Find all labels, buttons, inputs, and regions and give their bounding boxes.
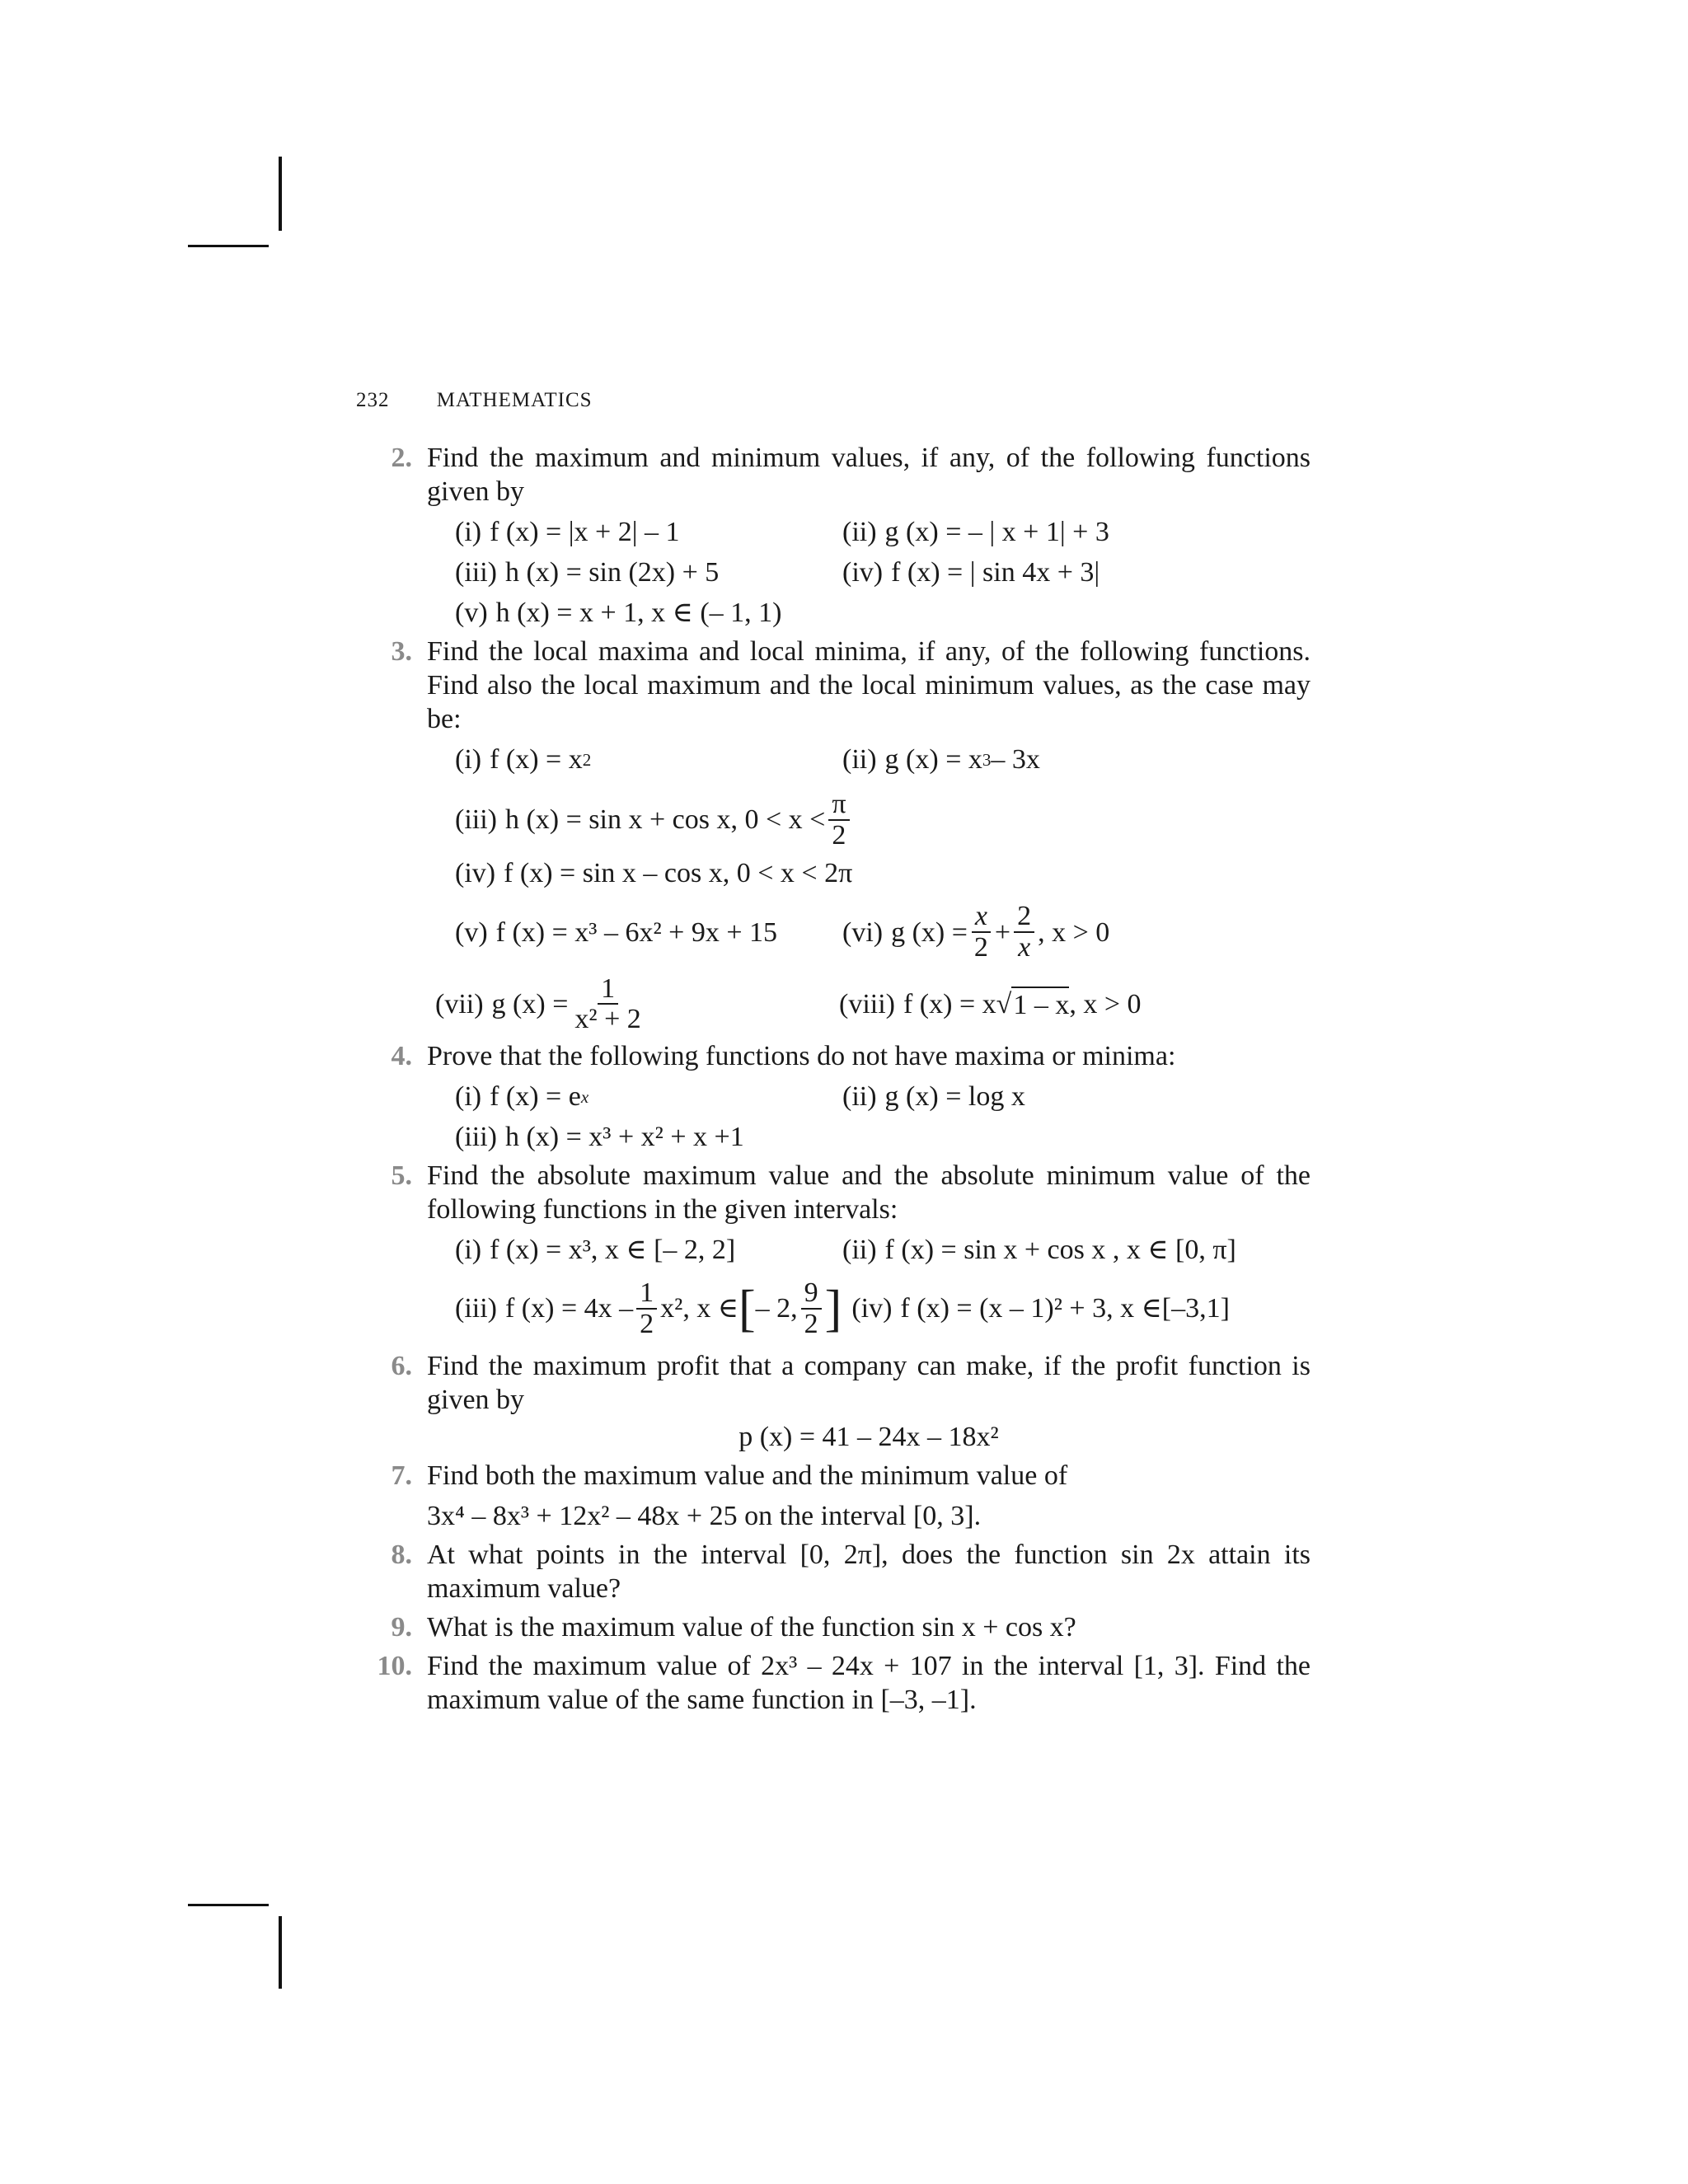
radicand: 1 – x [1011, 987, 1069, 1022]
subpart-ii: (ii) f (x) = sin x + cos x , x ∈ [0, π] [842, 1235, 1236, 1266]
subpart-vii: (vii) g (x) = $\frac{1}{\text{x² + 2}}$ [435, 974, 823, 1034]
subpart-row [455, 743, 1311, 776]
subpart-i: (i) f (x) = x³, x ∈ [– 2, 2] [455, 1235, 736, 1266]
question-stem: Find the maximum profit that a company can make, if the profit function is given by [427, 1350, 1311, 1415]
polynomial-formula: 3x⁴ – 8x³ + 12x² – 48x + 25 on the interval [0, 3]. [427, 1500, 982, 1531]
fraction: $\frac{1}{2}$ [636, 1278, 657, 1338]
subpart-vi: (vi) g (x) = $\frac{x}{2}$ + $\frac{2}{x}$ , x > 0 [842, 901, 1110, 963]
question-3 [363, 635, 1311, 1034]
running-header [356, 389, 593, 412]
subpart-i: (i) f (x) = e x [455, 1081, 589, 1113]
subpart-row [455, 1233, 1311, 1267]
question-8 [363, 1538, 1311, 1605]
question-10 [363, 1649, 1311, 1717]
expression: h (x) = x + 1, x ∈ (– 1, 1) [495, 598, 782, 628]
question-2 [363, 441, 1311, 630]
subpart-iv: (iv) f (x) = (x – 1)² + 3, x ∈[–3,1] [851, 1293, 1230, 1324]
expression: f (x) = sin x – cos x, 0 < x < 2π [504, 858, 853, 889]
question-stem: Find the local maxima and local minima, if any, of the following functions. Find also the local maximum and the local minimum values, as the case may be: [427, 636, 1311, 734]
expression: f (x) = | sin 4x + 3| [891, 557, 1100, 588]
question-stem: At what points in the interval [0, 2π], does the function sin 2x attain its maximum value? [427, 1539, 1311, 1604]
fraction: $\frac{9}{2}$ [801, 1278, 822, 1338]
left-bracket: [ [738, 1280, 756, 1337]
question-stem: What is the maximum value of the function sin x + cos x? [427, 1611, 1076, 1643]
subpart-row [455, 856, 1311, 890]
subpart-iv: (iv) f (x) = sin x – cos x, 0 < x < 2π [455, 858, 853, 889]
fraction: $\frac{1}{\text{x² + 2}}$ [574, 972, 641, 1035]
subpart-iii: (iii) f (x) = 4x – $\frac{1}{2}$ x², x ∈ [ – 2, $\frac{9}{2}$ ] [455, 1277, 842, 1339]
question-number: 7. [391, 1460, 412, 1491]
crop-mark-bottom-vertical [279, 1916, 282, 1989]
subpart-row [455, 790, 1311, 850]
question-number: 5. [391, 1160, 412, 1192]
expression: f (x) = x³ – 6x² + 9x + 15 [495, 916, 778, 948]
expression: g (x) = log x [884, 1081, 1025, 1113]
subpart-v: (v) h (x) = x + 1, x ∈ (– 1, 1) [455, 598, 782, 628]
question-stem: Find the maximum and minimum values, if any, of the following functions given by [427, 443, 1311, 507]
subpart-v: (v) f (x) = x³ – 6x² + 9x + 15 [455, 916, 778, 948]
expression: g (x) = – | x + 1| + 3 [884, 517, 1109, 547]
subpart-ii: (ii) g (x) = – | x + 1| + 3 [842, 517, 1109, 547]
subpart-viii: (viii) f (x) = x √ 1 – x , x > 0 [839, 987, 1142, 1022]
question-4 [363, 1039, 1311, 1154]
question-number: 8. [391, 1539, 412, 1570]
subpart-i: (i) f (x) = x 2 [455, 744, 592, 775]
subpart-ii: (ii) g (x) = x 3 – 3x [842, 744, 1040, 775]
expression: h (x) = sin (2x) + 5 [504, 557, 720, 588]
subpart-row [455, 902, 1311, 962]
running-title: MATHEMATICS [436, 389, 593, 411]
subpart-row [455, 515, 1311, 549]
expression: h (x) = x³ + x² + x +1 [504, 1122, 744, 1153]
fraction: $\frac{\pi}{2}$ [828, 790, 849, 850]
expression: f (x) = x³, x ∈ [– 2, 2] [490, 1235, 736, 1266]
question-stem: Prove that the following functions do not have maxima or minima: [427, 1041, 1176, 1072]
right-bracket: ] [824, 1280, 842, 1337]
subpart-iii: (iii) h (x) = sin (2x) + 5 [455, 557, 720, 588]
question-number: 3. [391, 636, 412, 667]
subpart-row [455, 596, 1311, 630]
subpart-i: (i) f (x) = |x + 2| – 1 [455, 517, 680, 547]
subpart-iv: (iv) f (x) = | sin 4x + 3| [842, 557, 1100, 588]
profit-formula: p (x) = 41 – 24x – 18x² [738, 1421, 999, 1452]
expression: f (x) = e [490, 1081, 581, 1113]
question-number: 4. [391, 1041, 412, 1072]
expression: f (x) = |x + 2| – 1 [490, 517, 680, 547]
question-6 [363, 1349, 1311, 1454]
subpart-row [435, 974, 1311, 1034]
crop-mark-top-horizontal [188, 245, 269, 247]
expression: f (x) = (x – 1)² + 3, x ∈[–3,1] [900, 1293, 1230, 1324]
question-5 [363, 1159, 1311, 1338]
expression: f (x) = x [490, 744, 583, 775]
subpart-row [455, 1080, 1311, 1113]
question-number: 10. [377, 1650, 412, 1681]
subpart-ii: (ii) g (x) = log x [842, 1081, 1025, 1113]
question-number: 6. [391, 1350, 412, 1381]
exercise-list [363, 441, 1311, 1722]
subpart-row [455, 555, 1311, 589]
question-stem: Find the absolute maximum value and the absolute minimum value of the following functions in the given intervals: [427, 1160, 1311, 1226]
question-number: 9. [391, 1611, 412, 1643]
subpart-iii: (iii) h (x) = x³ + x² + x +1 [455, 1122, 744, 1153]
crop-mark-top-vertical [279, 157, 282, 231]
question-stem: Find both the maximum value and the minimum value of [427, 1460, 1068, 1491]
expression: h (x) = sin x + cos x, 0 < x < [504, 804, 826, 836]
crop-mark-bottom-horizontal [188, 1904, 269, 1906]
expression: g (x) = x [884, 744, 982, 775]
page-number: 232 [356, 389, 390, 411]
fraction: $\frac{x}{2}$ [971, 902, 992, 962]
question-9 [363, 1610, 1311, 1644]
question-number: 2. [391, 443, 412, 473]
fraction: $\frac{2}{x}$ [1014, 902, 1034, 962]
expression: f (x) = sin x + cos x , x ∈ [0, π] [884, 1235, 1236, 1266]
subpart-row [455, 1120, 1311, 1154]
question-7 [363, 1459, 1311, 1533]
subpart-iii: (iii) h (x) = sin x + cos x, 0 < x < $\frac{\pi}{2}$ [455, 790, 853, 850]
subpart-row [455, 1278, 1311, 1338]
question-stem: Find the maximum value of 2x³ – 24x + 107 in the interval [1, 3]. Find the maximum value of the same function in [–3, –1]. [427, 1650, 1311, 1715]
